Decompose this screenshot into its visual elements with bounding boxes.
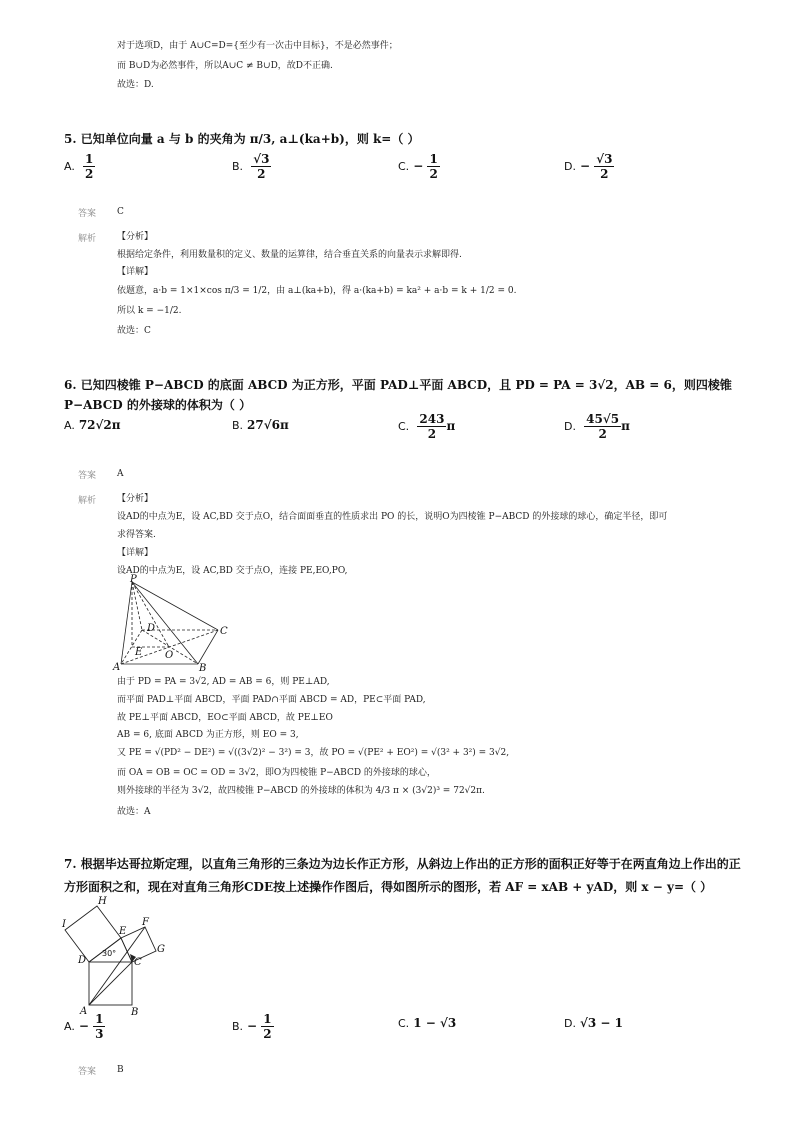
label-a: A xyxy=(113,662,121,672)
q5-analysis-tag: 解析 xyxy=(78,234,97,244)
label-a: A xyxy=(80,1006,88,1017)
q5-answer-tag: 答案 xyxy=(78,209,97,219)
label-o: O xyxy=(165,650,174,661)
q6-stem-line-1: 6. 已知四棱锥 P−ABCD 的底面 ABCD 为正方形，平面 PAD⊥平面 ABCD，且 PD = PA = 3√2，AB = 6，则四棱锥 xyxy=(64,378,732,392)
q6-analysis-line-1: 【分析】 xyxy=(117,494,154,504)
label-d: D xyxy=(147,623,156,634)
q7-option-c: C. 1 − √3 xyxy=(398,1016,457,1030)
q6-detail-line-1: 由于 PD = PA = 3√2, AD = AB = 6，则 PE⊥AD, xyxy=(117,677,330,687)
label-f: F xyxy=(142,917,149,928)
q5-answer: C xyxy=(117,207,124,217)
q6-option-a: A. 72√2π xyxy=(64,418,121,432)
q5-analysis-line-1: 【分析】 xyxy=(117,232,154,242)
q6-analysis-line-4: 【详解】 xyxy=(117,548,154,558)
q6-answer-tag: 答案 xyxy=(78,471,97,481)
prev-solution-line-1: 对于选项D，由于 A∪C=D={至少有一次击中目标}，不是必然事件； xyxy=(117,41,398,51)
q6-detail-line-2: 而平面 PAD⊥平面 ABCD，平面 PAD∩平面 ABCD = AD，PE⊂平面 PAD, xyxy=(117,695,426,705)
q7-stem-line-1: 7. 根据毕达哥拉斯定理，以直角三角形的三条边为边长作正方形，从斜边上作出的正方形的面积正好等于在两直角边上作出的正 xyxy=(64,857,741,871)
q6-analysis-line-5: 设AD的中点为E，设 AC,BD 交于点O，连接 PE,EO,PO, xyxy=(117,566,348,576)
label-d: D xyxy=(78,955,87,966)
label-g: G xyxy=(157,944,165,955)
q5-analysis-line-5: 所以 k = −1/2. xyxy=(117,306,182,316)
q6-detail-line-8: 故选：A xyxy=(117,807,151,817)
q6-analysis-line-2: 设AD的中点为E，设 AC,BD 交于点O，结合面面垂直的性质求出 PO 的长，说明O为四棱锥 P−ABCD 的外接球的球心，确定半径，即可 xyxy=(117,512,668,522)
q5-analysis-line-6: 故选：C xyxy=(117,326,151,336)
q7-answer: B xyxy=(117,1065,124,1075)
q6-detail-line-5: 又 PE = √(PD² − DE²) = √((3√2)² − 3²) = 3，故 PO = √(PE² + EO²) = √(3² + 3²) = 3√2, xyxy=(117,748,510,758)
q7-option-a: A. − $\frac{1}{3}$ xyxy=(64,1012,104,1041)
label-b: B xyxy=(199,663,207,672)
prev-solution-line-3: 故选：D. xyxy=(117,80,154,90)
q6-detail-line-3: 故 PE⊥平面 ABCD，EO⊂平面 ABCD，故 PE⊥EO xyxy=(117,713,333,723)
q5-option-c: C. − $\frac{1}{2}$ xyxy=(398,152,438,181)
label-p: P xyxy=(130,574,137,585)
label-h: H xyxy=(98,896,107,907)
q5-analysis-line-4: 依题意，a·b = 1×1×cos π/3 = 1/2，由 a⊥(ka+b)，得 a·(ka+b) = ka² + a·b = k + 1/2 = 0. xyxy=(117,286,517,296)
angle-label: 30° xyxy=(102,949,117,958)
q6-stem-line-2: P−ABCD 的外接球的体积为（ ） xyxy=(64,398,252,412)
q5-option-d: D. − $\frac{√3}{2}$ xyxy=(564,152,613,181)
q7-option-d: D. √3 − 1 xyxy=(564,1016,623,1030)
q7-answer-tag: 答案 xyxy=(78,1067,97,1077)
label-c: C xyxy=(220,626,228,637)
q6-detail-line-4: AB = 6, 底面 ABCD 为正方形，则 EO = 3, xyxy=(117,730,299,740)
pythagoras-figure xyxy=(60,893,172,1017)
pyramid-figure xyxy=(112,574,237,672)
label-e: E xyxy=(119,926,127,937)
q6-analysis-line-3: 求得答案. xyxy=(117,530,156,540)
label-b: B xyxy=(131,1007,139,1017)
q6-detail-line-6: 而 OA = OB = OC = OD = 3√2，即O为四棱锥 P−ABCD 的外接球的球心， xyxy=(117,768,436,778)
q7-stem-line-2: 方形面积之和，现在对直角三角形CDE按上述操作作图后，得如图所示的图形，若 AF = xAB + yAD，则 x − y=（ ） xyxy=(64,880,713,894)
q7-option-b: B. − $\frac{1}{2}$ xyxy=(232,1012,272,1041)
label-e: E xyxy=(135,647,143,658)
q5-option-a: A. $\frac{1}{2}$ xyxy=(64,152,94,181)
q5-analysis-line-2: 根据给定条件，利用数量积的定义、数量的运算律，结合垂直关系的向量表示求解即得. xyxy=(117,250,462,260)
label-i: I xyxy=(62,919,66,930)
q5-analysis-line-3: 【详解】 xyxy=(117,267,154,277)
label-c: C xyxy=(134,957,142,968)
q6-detail-line-7: 则外接球的半径为 3√2，故四棱锥 P−ABCD 的外接球的体积为 4/3 π × (3√2)³ = 72√2π. xyxy=(117,786,485,796)
q5-stem: 5. 已知单位向量 a 与 b 的夹角为 π/3, a⊥(ka+b)，则 k=（ ） xyxy=(64,132,420,146)
q6-answer: A xyxy=(117,469,124,479)
q5-option-b: B. $\frac{√3}{2}$ xyxy=(232,152,270,181)
q6-option-d: D. $\frac{45√5}{2}$ π xyxy=(564,412,630,441)
prev-solution-line-2: 而 B∪D为必然事件，所以A∪C ≠ B∪D，故D不正确. xyxy=(117,61,333,71)
q6-option-b: B. 27√6π xyxy=(232,418,289,432)
q6-option-c: C. $\frac{243}{2}$ π xyxy=(398,412,456,441)
q6-analysis-tag: 解析 xyxy=(78,496,97,506)
